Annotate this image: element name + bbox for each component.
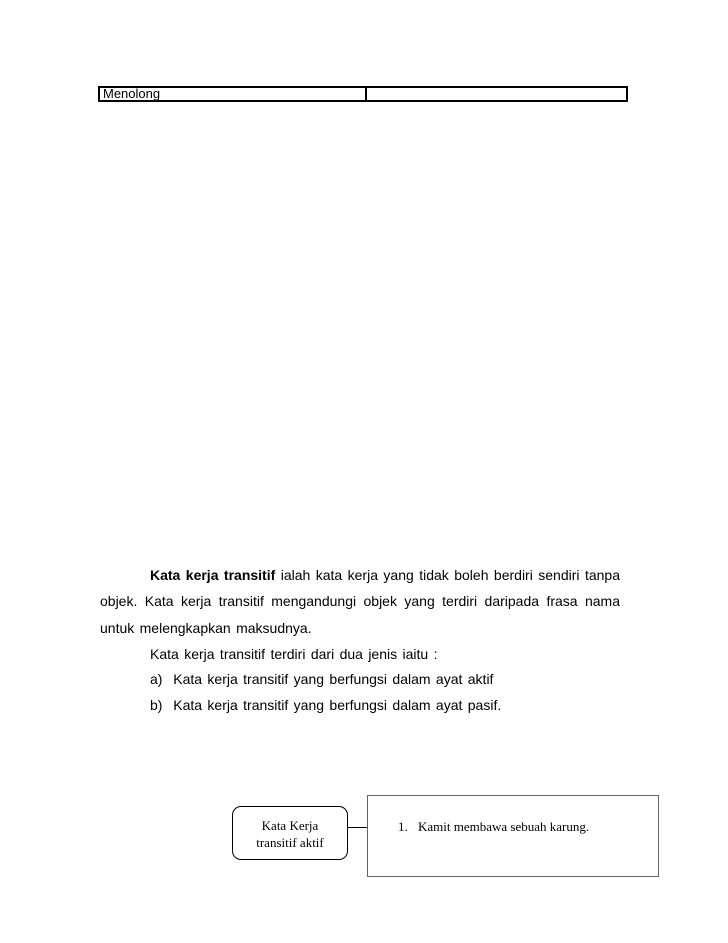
- list-marker: a): [150, 671, 163, 687]
- paragraph-line-4: Kata kerja transitif terdiri dari dua jenis iaitu :: [150, 646, 438, 662]
- table-cell-empty: [367, 88, 626, 100]
- paragraph-line-3: untuk melengkapkan maksudnya.: [100, 620, 312, 636]
- example-number: 1.: [398, 819, 408, 834]
- list-text: Kata kerja transitif yang berfungsi dalam ayat aktif: [173, 671, 494, 687]
- paragraph-line-1: [150, 566, 620, 584]
- label-line-2: transitif aktif: [256, 835, 324, 850]
- list-item: [150, 696, 501, 714]
- word-table-row: [98, 86, 628, 102]
- example-item: [398, 819, 589, 835]
- line1-text: ialah kata kerja yang tidak boleh berdiri sendiri tanpa: [275, 567, 620, 583]
- example-box: [367, 795, 659, 877]
- table-cell-word: Menolong: [100, 88, 367, 100]
- example-text: Kamit membawa sebuah karung.: [418, 819, 590, 834]
- list-marker: b): [150, 697, 163, 713]
- label-line-1: Kata Kerja: [261, 818, 319, 833]
- category-label-box: [232, 806, 348, 860]
- connector-line: [348, 827, 368, 828]
- list-text: Kata kerja transitif yang berfungsi dalam ayat pasif.: [173, 697, 502, 713]
- paragraph-line-2: objek. Kata kerja transitif mengandungi objek yang terdiri daripada frasa nama: [100, 593, 620, 609]
- term-bold: Kata kerja transitif: [150, 567, 276, 583]
- list-item: [150, 670, 493, 688]
